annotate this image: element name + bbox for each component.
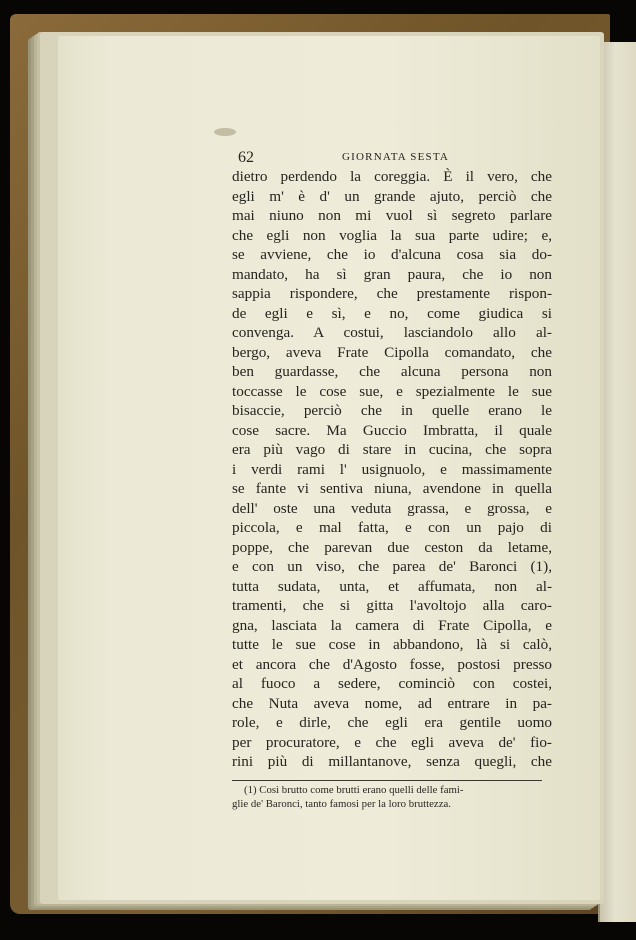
footnote-rule (232, 780, 542, 781)
text-line: role, e dirle, che egli era gentile uomo (232, 714, 552, 731)
text-line: bergo, aveva Frate Cipolla comandato, che (232, 343, 552, 361)
text-line: che Nuta aveva nome, ad entrare in pa- (232, 694, 552, 712)
page-smudge (214, 128, 236, 136)
text-line: dietro perdendo la coreggia. È il vero, che (232, 168, 552, 185)
text-line: gna, lasciata la camera di Frate Cipolla, e (232, 616, 552, 634)
text-line: che egli non voglia la sua parte udire; e, (232, 226, 552, 244)
footnote (232, 783, 552, 811)
text-line: se fante vi sentiva niuna, avendone in quella (232, 480, 552, 497)
text-line: rini più di millantanove, senza quegli, che (232, 753, 552, 770)
running-head: GIORNATA SESTA (342, 151, 450, 163)
text-line: egli m' è d' un grande ajuto, perciò che (232, 187, 552, 205)
text-line: e con un viso, che parea de' Baronci (1), (232, 558, 552, 575)
text-line: piccola, e mal fatta, e con un pajo di (232, 519, 552, 536)
text-line: ben guardasse, che alcuna persona non (232, 363, 552, 380)
footnote-line: (1) Così brutto come brutti erano quelli delle fami- (244, 783, 464, 796)
text-line: tutte le sue cose in abbandono, là si calò, (232, 636, 552, 653)
page-content (232, 149, 552, 811)
text-line: bisaccie, perciò che in quelle erano le (232, 402, 552, 419)
text-line: mandato, ha sì gran paura, che io non (232, 265, 552, 283)
text-line: tutta sudata, unta, et affumata, non al- (232, 577, 552, 595)
text-line: al fuoco a sedere, cominciò con costei, (232, 675, 552, 692)
text-line: de egli e sì, e no, come giudica si (232, 304, 552, 322)
text-line: mai niuno non mi vuol sì segreto parlare (232, 207, 552, 224)
text-line: dell' oste una veduta grassa, e grossa, e (232, 499, 552, 517)
text-line: poppe, che parevan due ceston da letame, (232, 538, 552, 556)
text-line: et ancora che d'Agosto fosse, postosi presso (232, 655, 552, 673)
text-line: convenga. A costui, lasciandolo allo al- (232, 324, 552, 341)
text-line: sappia rispondere, che prestamente rispon- (232, 285, 552, 302)
text-line: se avviene, che io d'alcuna cosa sia do- (232, 246, 552, 263)
text-line: tramenti, che si gitta l'avoltojo alla caro- (232, 597, 552, 614)
body-text (232, 167, 552, 772)
page-header (232, 149, 552, 167)
footnote-line: glie de' Baronci, tanto famosi per la loro bruttezza. (232, 797, 452, 810)
text-line: toccasse le cose sue, e spezialmente le sue (232, 382, 552, 400)
text-line: i verdi rami l' usignuolo, e massimamente (232, 460, 552, 478)
page-number: 62 (238, 149, 254, 166)
text-line: era più vago di stare in cucina, che sopra (232, 441, 552, 458)
text-line: cose sacre. Ma Guccio Imbratta, il quale (232, 421, 552, 439)
text-line: per procuratore, e che egli aveva de' fio- (232, 733, 552, 751)
